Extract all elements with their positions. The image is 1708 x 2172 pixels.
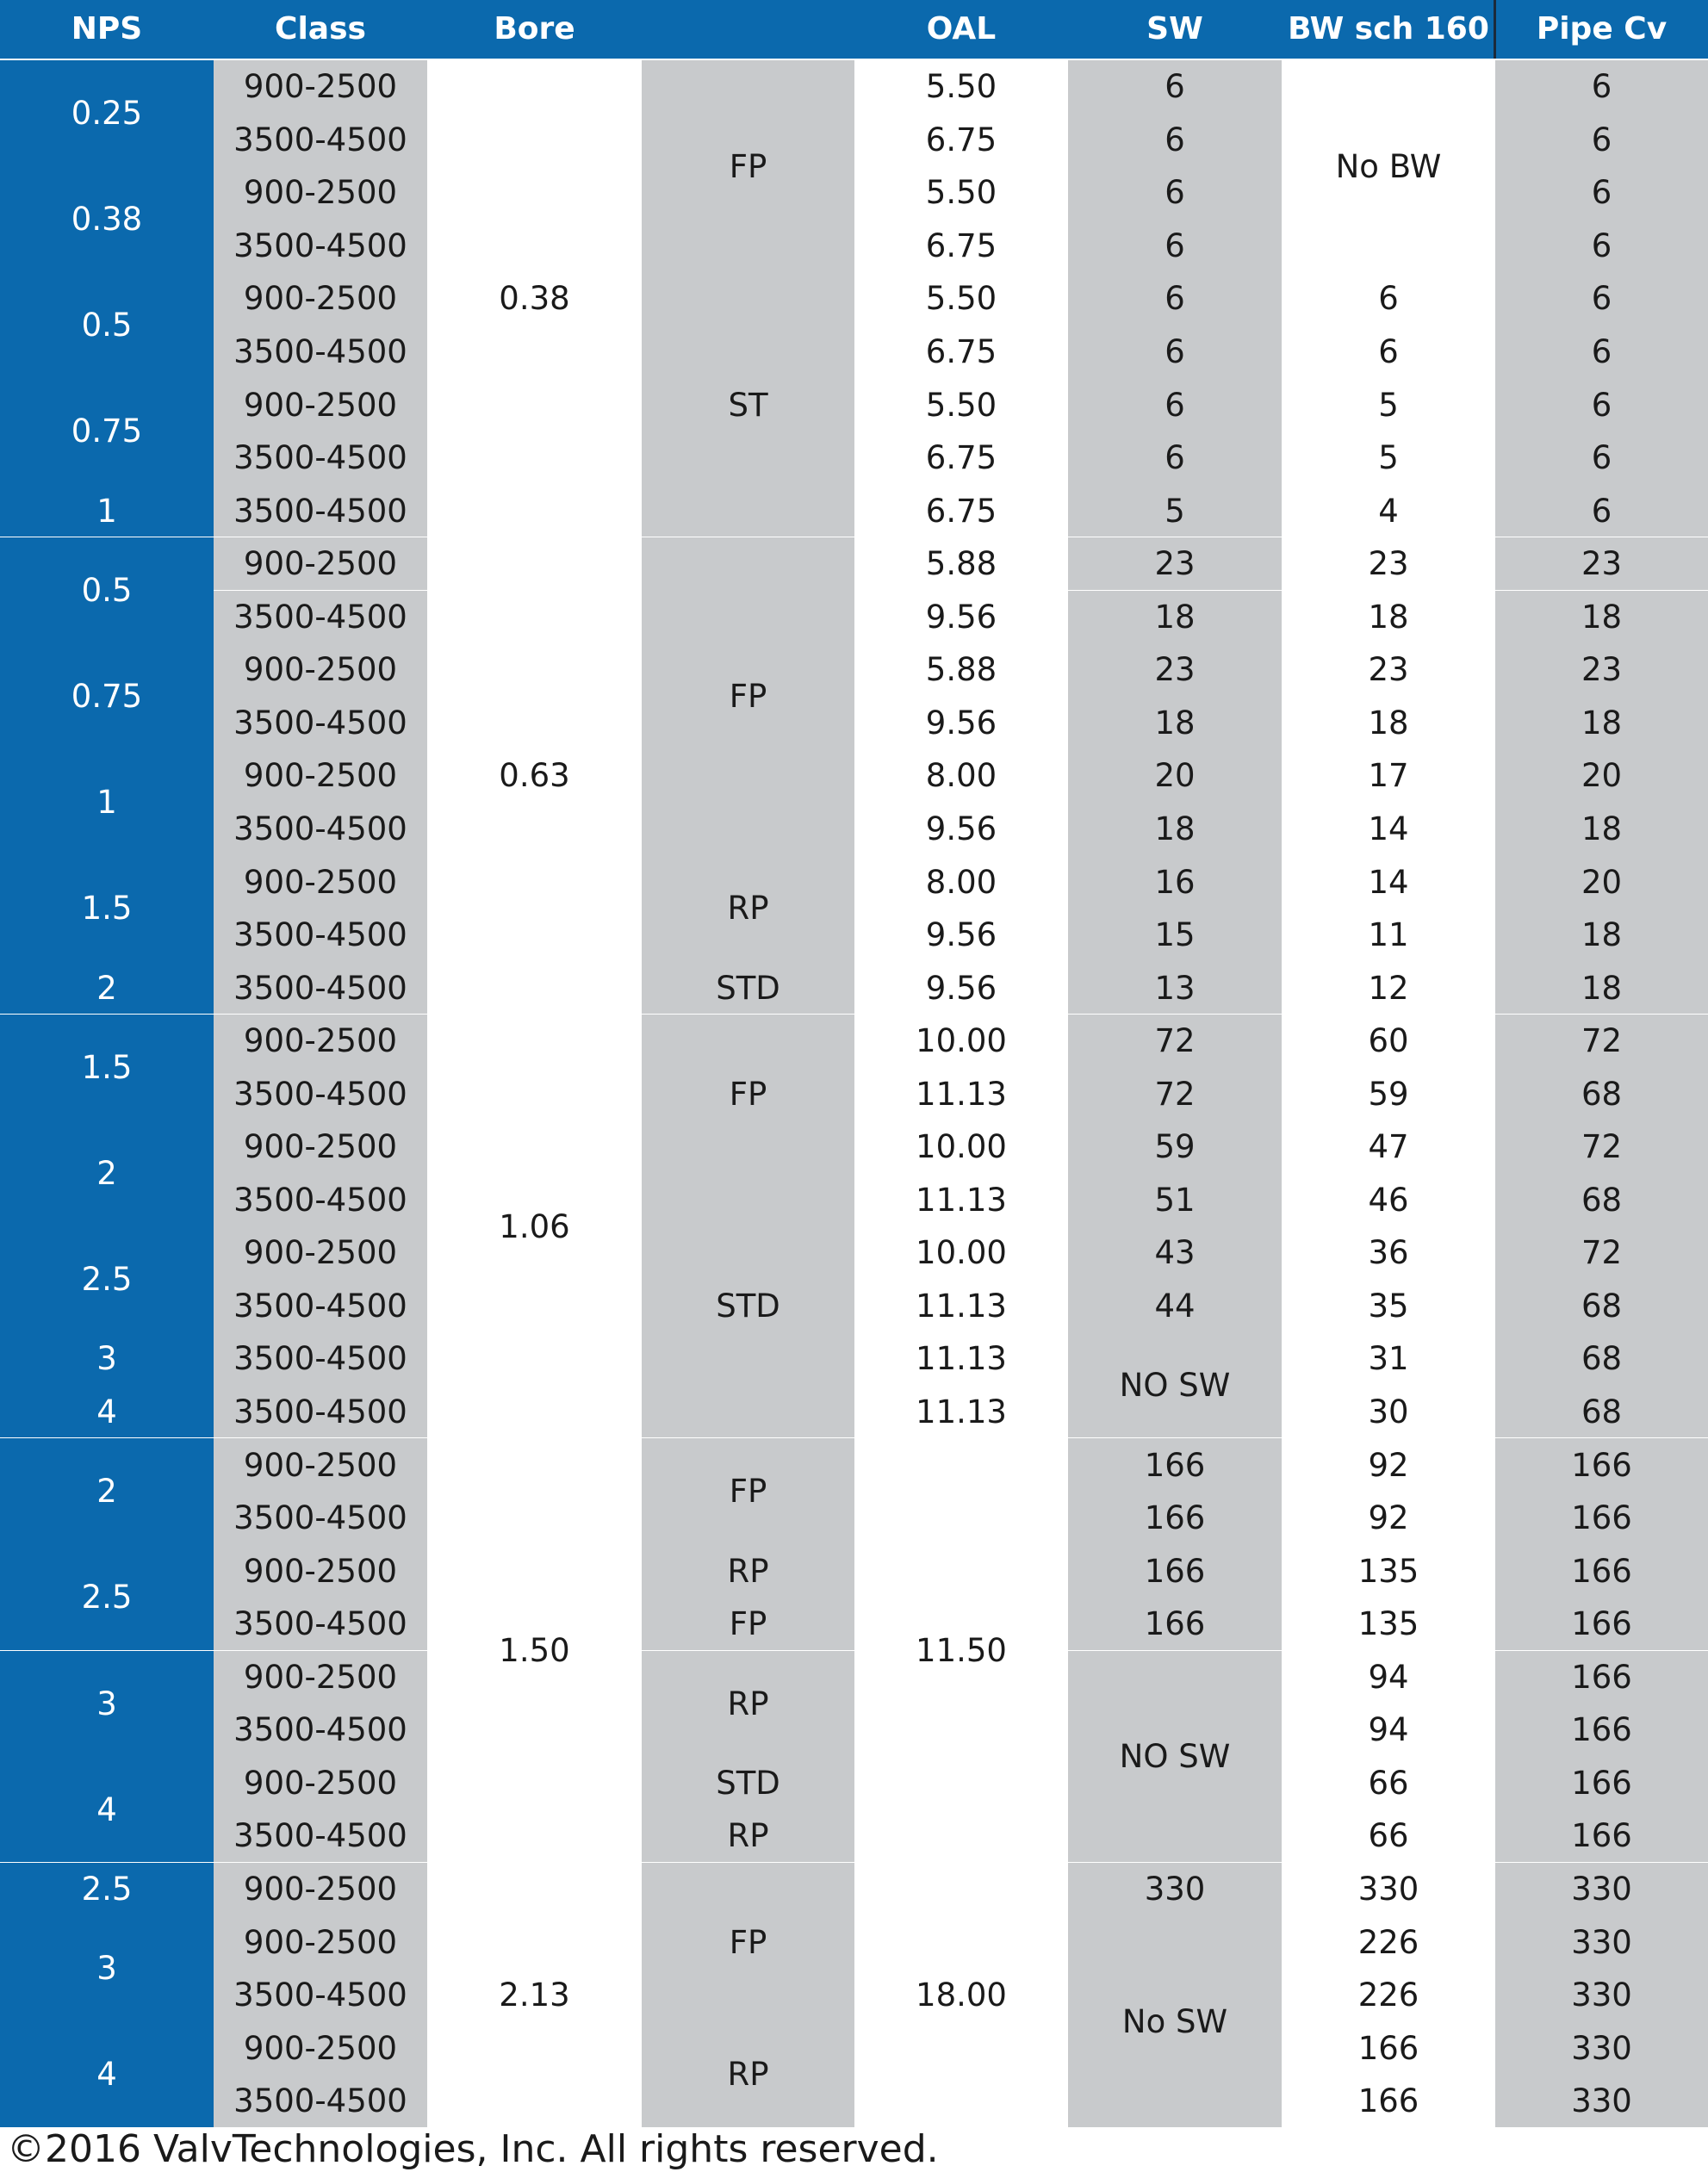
bw-cell: 135 [1282,1598,1495,1651]
pipe-cv-cell: 72 [1495,1015,1708,1068]
nps-cell: 3 [0,1915,214,2021]
nps-cell: 0.25 [0,60,214,166]
class-cell: 3500-4500 [214,961,427,1015]
class-cell: 900-2500 [214,537,427,591]
header-bore-type [642,0,854,60]
pipe-cv-cell: 330 [1495,2021,1708,2075]
bw-cell: 166 [1282,2021,1495,2075]
class-cell: 900-2500 [214,2021,427,2075]
nps-cell: 2 [0,961,214,1015]
pipe-cv-cell: 6 [1495,378,1708,431]
bw-cell: 23 [1282,643,1495,697]
bw-cell: 330 [1282,1863,1495,1916]
bw-cell: 12 [1282,961,1495,1015]
pipe-cv-cell: 166 [1495,1544,1708,1598]
class-cell: 3500-4500 [214,1703,427,1757]
pipe-cv-cell: 166 [1495,1809,1708,1863]
pipe-cv-cell: 68 [1495,1386,1708,1439]
oal-cell: 11.13 [854,1332,1068,1386]
pipe-cv-cell: 6 [1495,326,1708,379]
bore-type-cell: FP [642,1438,854,1544]
pipe-cv-cell: 6 [1495,484,1708,537]
oal-cell: 5.50 [854,166,1068,220]
sw-cell: 13 [1068,961,1282,1015]
sw-cell: 166 [1068,1544,1282,1598]
header-sw: SW [1068,0,1282,60]
nps-cell: 0.38 [0,166,214,272]
oal-cell: 6.75 [854,431,1068,485]
bw-cell: 59 [1282,1067,1495,1120]
bw-cell: 17 [1282,749,1495,803]
bw-cell: 94 [1282,1651,1495,1704]
sw-cell: 43 [1068,1226,1282,1280]
pipe-cv-cell: 68 [1495,1280,1708,1333]
pipe-cv-cell: 6 [1495,431,1708,485]
nps-cell: 1.5 [0,1015,214,1120]
bore-type-cell: STD [642,961,854,1015]
oal-cell: 9.56 [854,591,1068,644]
sw-cell: 166 [1068,1492,1282,1545]
pipe-cv-cell: 6 [1495,220,1708,273]
nps-cell: 4 [0,1757,214,1863]
nps-cell: 4 [0,1386,214,1439]
class-cell: 3500-4500 [214,591,427,644]
header-bore: Bore [427,0,642,60]
pipe-cv-cell: 68 [1495,1332,1708,1386]
class-cell: 900-2500 [214,1915,427,1969]
bw-cell: 92 [1282,1438,1495,1492]
oal-cell: 9.56 [854,803,1068,856]
sw-cell: 6 [1068,166,1282,220]
bore-type-cell: RP [642,2021,854,2127]
bore-type-cell: STD [642,1174,854,1439]
bore-cell: 2.13 [427,1863,642,2128]
bw-cell: 36 [1282,1226,1495,1280]
header-divider [1494,0,1496,59]
bore-cell: 0.63 [427,537,642,1015]
sw-cell: 44 [1068,1280,1282,1333]
sw-cell: 6 [1068,378,1282,431]
oal-cell: 18.00 [854,1863,1068,2128]
bw-cell: No BW [1282,60,1495,272]
bw-cell: 30 [1282,1386,1495,1439]
bw-cell: 226 [1282,1915,1495,1969]
bw-cell: 226 [1282,1969,1495,2022]
class-cell: 3500-4500 [214,1174,427,1227]
oal-cell: 6.75 [854,326,1068,379]
bw-cell: 35 [1282,1280,1495,1333]
oal-cell: 11.13 [854,1386,1068,1439]
sw-cell: 72 [1068,1015,1282,1068]
header-oal: OAL [854,0,1068,60]
class-cell: 3500-4500 [214,114,427,167]
class-cell: 3500-4500 [214,484,427,537]
sw-cell: 6 [1068,220,1282,273]
bw-cell: 6 [1282,326,1495,379]
oal-cell: 10.00 [854,1226,1068,1280]
sw-cell: 5 [1068,484,1282,537]
class-cell: 3500-4500 [214,909,427,962]
bore-type-cell: FP [642,1598,854,1651]
oal-cell: 11.13 [854,1067,1068,1120]
bw-cell: 23 [1282,537,1495,591]
pipe-cv-cell: 6 [1495,272,1708,326]
sw-cell: 6 [1068,114,1282,167]
class-cell: 900-2500 [214,1015,427,1068]
class-cell: 900-2500 [214,1226,427,1280]
class-cell: 900-2500 [214,1651,427,1704]
copyright-notice: ©2016 ValvTechnologies, Inc. All rights reserved. [7,2127,939,2171]
oal-cell: 11.13 [854,1174,1068,1227]
sw-cell: 6 [1068,326,1282,379]
class-cell: 900-2500 [214,60,427,114]
bore-type-cell: RP [642,855,854,961]
oal-cell: 5.88 [854,643,1068,697]
oal-cell: 8.00 [854,749,1068,803]
class-cell: 3500-4500 [214,803,427,856]
class-cell: 3500-4500 [214,1332,427,1386]
nps-cell: 0.5 [0,537,214,643]
nps-cell: 3 [0,1332,214,1386]
sw-cell: 15 [1068,909,1282,962]
class-cell: 3500-4500 [214,2075,427,2128]
nps-cell: 1.5 [0,855,214,961]
bore-type-cell: RP [642,1651,854,1757]
bore-cell: 0.38 [427,60,642,537]
class-cell: 3500-4500 [214,1067,427,1120]
nps-cell: 4 [0,2021,214,2127]
bw-cell: 31 [1282,1332,1495,1386]
class-cell: 3500-4500 [214,1969,427,2022]
class-cell: 900-2500 [214,166,427,220]
pipe-cv-cell: 20 [1495,855,1708,909]
oal-cell: 6.75 [854,484,1068,537]
sw-cell: 23 [1068,537,1282,591]
class-cell: 900-2500 [214,272,427,326]
bw-cell: 166 [1282,2075,1495,2128]
sw-cell: 6 [1068,60,1282,114]
pipe-cv-cell: 18 [1495,961,1708,1015]
bore-type-cell: RP [642,1809,854,1863]
bw-cell: 66 [1282,1757,1495,1810]
pipe-cv-cell: 23 [1495,643,1708,697]
header-bw-sch-160: BW sch 160 [1282,0,1495,60]
bw-cell: 92 [1282,1492,1495,1545]
bw-cell: 11 [1282,909,1495,962]
class-cell: 900-2500 [214,378,427,431]
class-cell: 900-2500 [214,1863,427,1916]
oal-cell: 6.75 [854,220,1068,273]
bw-cell: 66 [1282,1809,1495,1863]
pipe-cv-cell: 20 [1495,749,1708,803]
header-pipe-cv: Pipe Cv [1495,0,1708,60]
sw-cell: 166 [1068,1438,1282,1492]
header-nps: NPS [0,0,214,60]
oal-cell: 11.13 [854,1280,1068,1333]
nps-cell: 2.5 [0,1544,214,1650]
nps-cell: 0.75 [0,643,214,749]
oal-cell: 9.56 [854,909,1068,962]
nps-cell: 3 [0,1651,214,1757]
pipe-cv-cell: 6 [1495,114,1708,167]
bw-cell: 46 [1282,1174,1495,1227]
bw-cell: 14 [1282,803,1495,856]
pipe-cv-cell: 18 [1495,697,1708,750]
bore-type-cell: ST [642,272,854,537]
pipe-cv-cell: 166 [1495,1651,1708,1704]
sw-cell: No SW [1068,1915,1282,2127]
pipe-cv-cell: 166 [1495,1703,1708,1757]
bw-cell: 94 [1282,1703,1495,1757]
pipe-cv-cell: 330 [1495,1863,1708,1916]
bore-type-cell: FP [642,537,854,855]
pipe-cv-cell: 68 [1495,1174,1708,1227]
class-cell: 900-2500 [214,1438,427,1492]
bore-type-cell: FP [642,1863,854,2022]
nps-cell: 1 [0,484,214,537]
pipe-cv-cell: 18 [1495,909,1708,962]
class-cell: 3500-4500 [214,1809,427,1863]
bw-cell: 5 [1282,431,1495,485]
pipe-cv-cell: 330 [1495,1969,1708,2022]
oal-cell: 10.00 [854,1015,1068,1068]
oal-cell: 9.56 [854,961,1068,1015]
bw-cell: 14 [1282,855,1495,909]
oal-cell: 11.50 [854,1438,1068,1862]
class-cell: 3500-4500 [214,220,427,273]
pipe-cv-cell: 330 [1495,2075,1708,2128]
sw-cell: 51 [1068,1174,1282,1227]
pipe-cv-cell: 166 [1495,1757,1708,1810]
oal-cell: 5.50 [854,60,1068,114]
class-cell: 900-2500 [214,1757,427,1810]
oal-cell: 5.88 [854,537,1068,591]
sw-cell: 6 [1068,431,1282,485]
sw-cell: 330 [1068,1863,1282,1916]
sw-cell: 6 [1068,272,1282,326]
class-cell: 900-2500 [214,643,427,697]
oal-cell: 5.50 [854,378,1068,431]
sw-cell: 72 [1068,1067,1282,1120]
oal-cell: 9.56 [854,697,1068,750]
class-cell: 900-2500 [214,749,427,803]
oal-cell: 8.00 [854,855,1068,909]
pipe-cv-cell: 166 [1495,1438,1708,1492]
pipe-cv-cell: 68 [1495,1067,1708,1120]
nps-cell: 0.75 [0,378,214,484]
nps-cell: 1 [0,749,214,855]
bore-type-cell: RP [642,1544,854,1598]
pipe-cv-cell: 6 [1495,166,1708,220]
bw-cell: 18 [1282,697,1495,750]
nps-cell: 2 [0,1120,214,1226]
sw-cell: 16 [1068,855,1282,909]
bw-cell: 18 [1282,591,1495,644]
sw-cell: 18 [1068,591,1282,644]
oal-cell: 5.50 [854,272,1068,326]
class-cell: 900-2500 [214,1544,427,1598]
class-cell: 3500-4500 [214,697,427,750]
nps-cell: 0.5 [0,272,214,378]
pipe-cv-cell: 18 [1495,803,1708,856]
pipe-cv-cell: 72 [1495,1120,1708,1174]
nps-cell: 2.5 [0,1863,214,1916]
bore-cell: 1.50 [427,1438,642,1862]
class-cell: 3500-4500 [214,431,427,485]
bw-cell: 4 [1282,484,1495,537]
pipe-cv-cell: 166 [1495,1492,1708,1545]
class-cell: 3500-4500 [214,1598,427,1651]
bw-cell: 47 [1282,1120,1495,1174]
bw-cell: 6 [1282,272,1495,326]
nps-cell: 2.5 [0,1226,214,1332]
pipe-cv-cell: 18 [1495,591,1708,644]
class-cell: 3500-4500 [214,1492,427,1545]
class-cell: 900-2500 [214,855,427,909]
sw-cell: 59 [1068,1120,1282,1174]
pipe-cv-cell: 166 [1495,1598,1708,1651]
sw-cell: NO SW [1068,1332,1282,1438]
class-cell: 3500-4500 [214,1386,427,1439]
sw-cell: NO SW [1068,1651,1282,1863]
oal-cell: 10.00 [854,1120,1068,1174]
bw-cell: 60 [1282,1015,1495,1068]
bore-type-cell: FP [642,60,854,272]
header-class: Class [214,0,427,60]
sw-cell: 23 [1068,643,1282,697]
sw-cell: 20 [1068,749,1282,803]
bw-cell: 5 [1282,378,1495,431]
pipe-cv-cell: 330 [1495,1915,1708,1969]
sw-cell: 18 [1068,697,1282,750]
oal-cell: 6.75 [854,114,1068,167]
class-cell: 3500-4500 [214,1280,427,1333]
bore-type-cell: STD [642,1757,854,1810]
nps-cell: 2 [0,1438,214,1544]
bw-cell: 135 [1282,1544,1495,1598]
pipe-cv-cell: 6 [1495,60,1708,114]
bore-type-cell: FP [642,1015,854,1174]
pipe-cv-cell: 23 [1495,537,1708,591]
bore-cell: 1.06 [427,1015,642,1438]
sw-cell: 166 [1068,1598,1282,1651]
pipe-cv-cell: 72 [1495,1226,1708,1280]
class-cell: 900-2500 [214,1120,427,1174]
class-cell: 3500-4500 [214,326,427,379]
sw-cell: 18 [1068,803,1282,856]
